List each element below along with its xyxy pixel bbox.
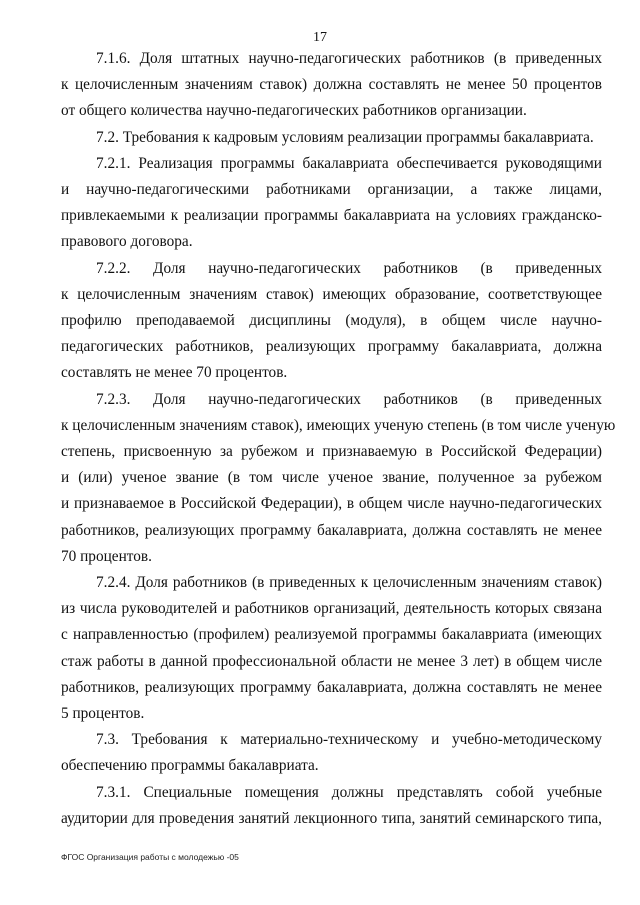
text-line: профилю преподаваемой дисциплины (модуля), в общем числе научно-: [61, 312, 602, 330]
text-line: привлекаемыми к реализации программы бакалавриата на условиях гражданско-: [61, 207, 602, 225]
text-line: обеспечению программы бакалавриата.: [61, 757, 319, 775]
text-line: педагогических работников, реализующих программу бакалавриата, должна: [61, 338, 602, 356]
text-line: и признаваемое в Российской Федерации), в общем числе научно-педагогических: [61, 495, 602, 513]
text-line: 7.2.2. Доля научно-педагогических работников (в приведенных: [96, 259, 602, 277]
text-line: 5 процентов.: [61, 705, 145, 723]
text-line: к целочисленным значениям ставок) должна составлять не менее 50 процентов: [61, 76, 602, 94]
paragraph-p-7-2-4: [61, 570, 602, 727]
text-line: и (или) ученое звание (в том числе ученое звание, полученное за рубежом: [61, 469, 602, 487]
paragraph-p-7-1-6: [61, 46, 602, 125]
text-line: к целочисленным значениям ставок), имеющих ученую степень (в том числе ученую: [61, 416, 616, 434]
text-line: стаж работы в данной профессиональной области не менее 3 лет) в общем числе: [61, 652, 602, 670]
text-line: 7.1.6. Доля штатных научно-педагогических работников (в приведенных: [96, 50, 602, 67]
text-line: правового договора.: [61, 233, 193, 251]
text-line: от общего количества научно-педагогических работников организации.: [61, 102, 527, 120]
text-line: составлять не менее 70 процентов.: [61, 364, 288, 382]
text-line: и научно-педагогическими работниками организации, а также лицами,: [61, 181, 602, 199]
text-line: работников, реализующих программу бакалавриата, должна составлять не менее: [61, 678, 602, 696]
text-line: к целочисленным значениям ставок) имеющих образование, соответствующее: [61, 285, 602, 303]
text-line: 7.3.1. Специальные помещения должны представлять собой учебные: [96, 783, 602, 801]
text-line: 7.2. Требования к кадровым условиям реализации программы бакалавриата.: [96, 128, 594, 146]
text-line: степень, присвоенную за рубежом и признаваемую в Российской Федерации): [61, 443, 602, 461]
text-line: с направленностью (профилем) реализуемой программы бакалавриата (имеющих: [61, 626, 602, 644]
text-line: 7.3. Требования к материально-техническому и учебно-методическому: [96, 731, 602, 749]
text-line: аудитории для проведения занятий лекционного типа, занятий семинарского типа,: [61, 809, 602, 827]
paragraph-p-7-3: [61, 727, 602, 779]
page-footer: ФГОС Организация работы с молодежью -05: [61, 852, 239, 862]
paragraph-p-7-2-1: [61, 151, 602, 256]
paragraph-p-7-2-2: [61, 256, 602, 387]
page-number: 17: [313, 30, 327, 45]
text-line: 7.2.1. Реализация программы бакалавриата обеспечивается руководящими: [96, 154, 602, 172]
text-line: работников, реализующих программу бакалавриата, должна составлять не менее: [61, 521, 602, 539]
document-body: [61, 46, 616, 832]
text-line: 7.2.4. Доля работников (в приведенных к целочисленным значениям ставок): [96, 574, 602, 592]
paragraph-p-7-3-1: [61, 780, 602, 832]
text-line: из числа руководителей и работников организаций, деятельность которых связана: [61, 600, 602, 618]
paragraph-p-7-2-3: [61, 387, 616, 570]
text-line: 70 процентов.: [61, 547, 152, 565]
text-line: 7.2.3. Доля научно-педагогических работников (в приведенных: [96, 390, 602, 408]
paragraph-p-7-2: [61, 125, 602, 151]
